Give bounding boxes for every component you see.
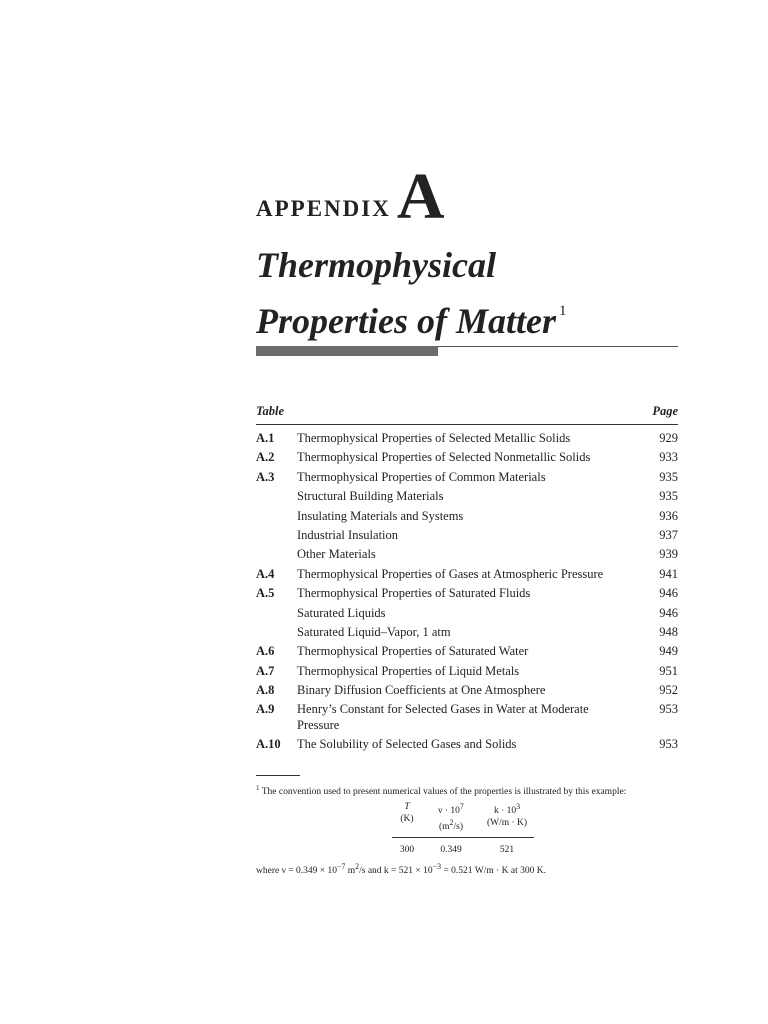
toc-row-title: Saturated Liquid–Vapor, 1 atm bbox=[297, 624, 451, 639]
footnote-rule bbox=[256, 775, 300, 776]
example-col2-unit-end: /s) bbox=[453, 822, 463, 833]
toc-row bbox=[256, 431, 678, 447]
toc-row-number: A.9 bbox=[256, 702, 275, 717]
toc-row-title: Henry’s Constant for Selected Gases in Water at Moderate Pressure bbox=[297, 702, 589, 732]
toc-row-page: 949 bbox=[659, 644, 678, 659]
title-rule-thick bbox=[256, 346, 438, 356]
title-line-1: Thermophysical bbox=[256, 245, 496, 285]
example-table bbox=[392, 801, 534, 856]
toc-row-title: Thermophysical Properties of Gases at Atmospheric Pressure bbox=[297, 566, 604, 581]
toc-row-page: 946 bbox=[659, 586, 678, 601]
title-line-2-text: Properties of Matter bbox=[256, 301, 556, 341]
toc-row-title: Structural Building Materials bbox=[297, 489, 444, 504]
example-col1-symbol: T bbox=[404, 802, 410, 812]
example-col-temperature bbox=[392, 801, 422, 833]
title-rule-thin bbox=[438, 346, 678, 347]
example-col2-exponent: 7 bbox=[459, 802, 464, 811]
toc-row-page: 953 bbox=[659, 702, 678, 717]
toc-row-title: Thermophysical Properties of Common Materials bbox=[297, 469, 546, 484]
toc-row-page: 946 bbox=[659, 605, 678, 620]
example-col1-unit: (K) bbox=[400, 814, 414, 824]
toc-row bbox=[256, 737, 678, 753]
table-of-contents bbox=[256, 404, 678, 753]
where-part-b: m bbox=[345, 866, 356, 877]
toc-row-page: 953 bbox=[659, 737, 678, 752]
toc-row-title: Insulating Materials and Systems bbox=[297, 508, 464, 523]
title-line-2 bbox=[256, 288, 696, 344]
appendix-word: APPENDIX bbox=[256, 196, 391, 221]
where-part-d: = 0.521 W/m · K at 300 K. bbox=[441, 866, 546, 877]
toc-row-title: Thermophysical Properties of Saturated Water bbox=[297, 644, 529, 659]
toc-row bbox=[256, 683, 678, 699]
toc-row-title: Thermophysical Properties of Liquid Metals bbox=[297, 663, 520, 678]
toc-row-page: 951 bbox=[659, 663, 678, 678]
toc-row-number: A.2 bbox=[256, 450, 275, 465]
toc-row-title: Thermophysical Properties of Selected Metallic Solids bbox=[297, 431, 571, 445]
toc-row-page: 939 bbox=[659, 547, 678, 562]
toc-row bbox=[256, 547, 678, 563]
toc-row bbox=[256, 664, 678, 680]
toc-row-number: A.7 bbox=[256, 663, 275, 678]
toc-row bbox=[256, 470, 678, 486]
toc-row-page: 935 bbox=[659, 469, 678, 484]
toc-row bbox=[256, 509, 678, 525]
toc-row bbox=[256, 528, 678, 544]
example-table-row bbox=[392, 838, 534, 856]
example-col2-symbol bbox=[422, 801, 480, 817]
example-val-conductivity: 521 bbox=[499, 845, 515, 856]
example-col2-symbol-text: ν · 10 bbox=[438, 806, 460, 817]
page-title bbox=[256, 242, 696, 344]
toc-row-page: 929 bbox=[659, 431, 678, 445]
toc-row-page: 936 bbox=[659, 508, 678, 523]
toc-row-title: Binary Diffusion Coefficients at One Atmosphere bbox=[297, 683, 546, 698]
example-col3-symbol-text: k · 10 bbox=[493, 806, 517, 817]
example-col3-exponent: 3 bbox=[516, 802, 521, 811]
toc-row bbox=[256, 702, 678, 733]
toc-row bbox=[256, 644, 678, 660]
example-val-temperature: 300 bbox=[399, 845, 415, 856]
appendix-letter: A bbox=[396, 160, 444, 233]
toc-row bbox=[256, 450, 678, 466]
toc-row-page: 937 bbox=[659, 527, 678, 542]
example-table-header bbox=[392, 801, 534, 838]
toc-row-page: 933 bbox=[659, 450, 678, 465]
where-part-a: where ν = 0.349 × 10 bbox=[256, 866, 337, 877]
toc-row-number: A.10 bbox=[256, 737, 281, 752]
example-col-viscosity bbox=[422, 801, 480, 833]
footnote-mark: 1 bbox=[256, 784, 260, 792]
toc-row-number: A.5 bbox=[256, 586, 275, 601]
toc-row-title: Industrial Insulation bbox=[297, 527, 399, 542]
toc-row-number: A.6 bbox=[256, 644, 275, 659]
where-exp-1: −7 bbox=[336, 862, 346, 871]
where-exp-2: 2 bbox=[355, 862, 360, 871]
example-col3-symbol bbox=[480, 801, 534, 817]
toc-header-table: Table bbox=[256, 404, 285, 418]
toc-row bbox=[256, 606, 678, 622]
toc-row-number: A.4 bbox=[256, 566, 275, 581]
toc-row bbox=[256, 567, 678, 583]
where-exp-3: −3 bbox=[432, 862, 442, 871]
toc-row-page: 952 bbox=[659, 683, 678, 698]
example-col2-unit-sup: 2 bbox=[449, 818, 454, 828]
toc-header bbox=[256, 404, 678, 425]
toc-row bbox=[256, 625, 678, 641]
appendix-heading bbox=[256, 160, 444, 233]
toc-row-title: Other Materials bbox=[297, 547, 376, 562]
toc-row-number: A.3 bbox=[256, 469, 275, 484]
example-col2-unit-base: (m bbox=[438, 822, 450, 833]
toc-row-title: Thermophysical Properties of Saturated Fluids bbox=[297, 586, 531, 601]
example-val-viscosity: 0.349 bbox=[440, 845, 462, 856]
footnote-where bbox=[256, 860, 736, 878]
example-col-conductivity bbox=[480, 801, 534, 833]
toc-row-title: The Solubility of Selected Gases and Solids bbox=[297, 737, 517, 752]
toc-row-number: A.1 bbox=[256, 431, 275, 445]
toc-row bbox=[256, 586, 678, 602]
toc-rows bbox=[256, 431, 678, 753]
footnote-intro bbox=[256, 782, 726, 799]
toc-row-title: Saturated Liquids bbox=[297, 605, 386, 620]
toc-row-page: 935 bbox=[659, 489, 678, 504]
where-part-c: /s and k = 521 × 10 bbox=[359, 866, 433, 877]
toc-header-page: Page bbox=[652, 404, 678, 418]
example-col3-unit: (W/m · K) bbox=[486, 818, 528, 829]
toc-row-number: A.8 bbox=[256, 683, 275, 698]
toc-row-page: 941 bbox=[659, 566, 678, 581]
toc-row-title: Thermophysical Properties of Selected Nonmetallic Solids bbox=[297, 450, 591, 465]
toc-row-page: 948 bbox=[659, 624, 678, 639]
example-col2-unit bbox=[422, 817, 480, 833]
footnote-intro-text: The convention used to present numerical values of the properties is illustrated by this example: bbox=[261, 787, 627, 798]
toc-row bbox=[256, 489, 678, 505]
title-footnote-mark: 1 bbox=[558, 303, 567, 319]
